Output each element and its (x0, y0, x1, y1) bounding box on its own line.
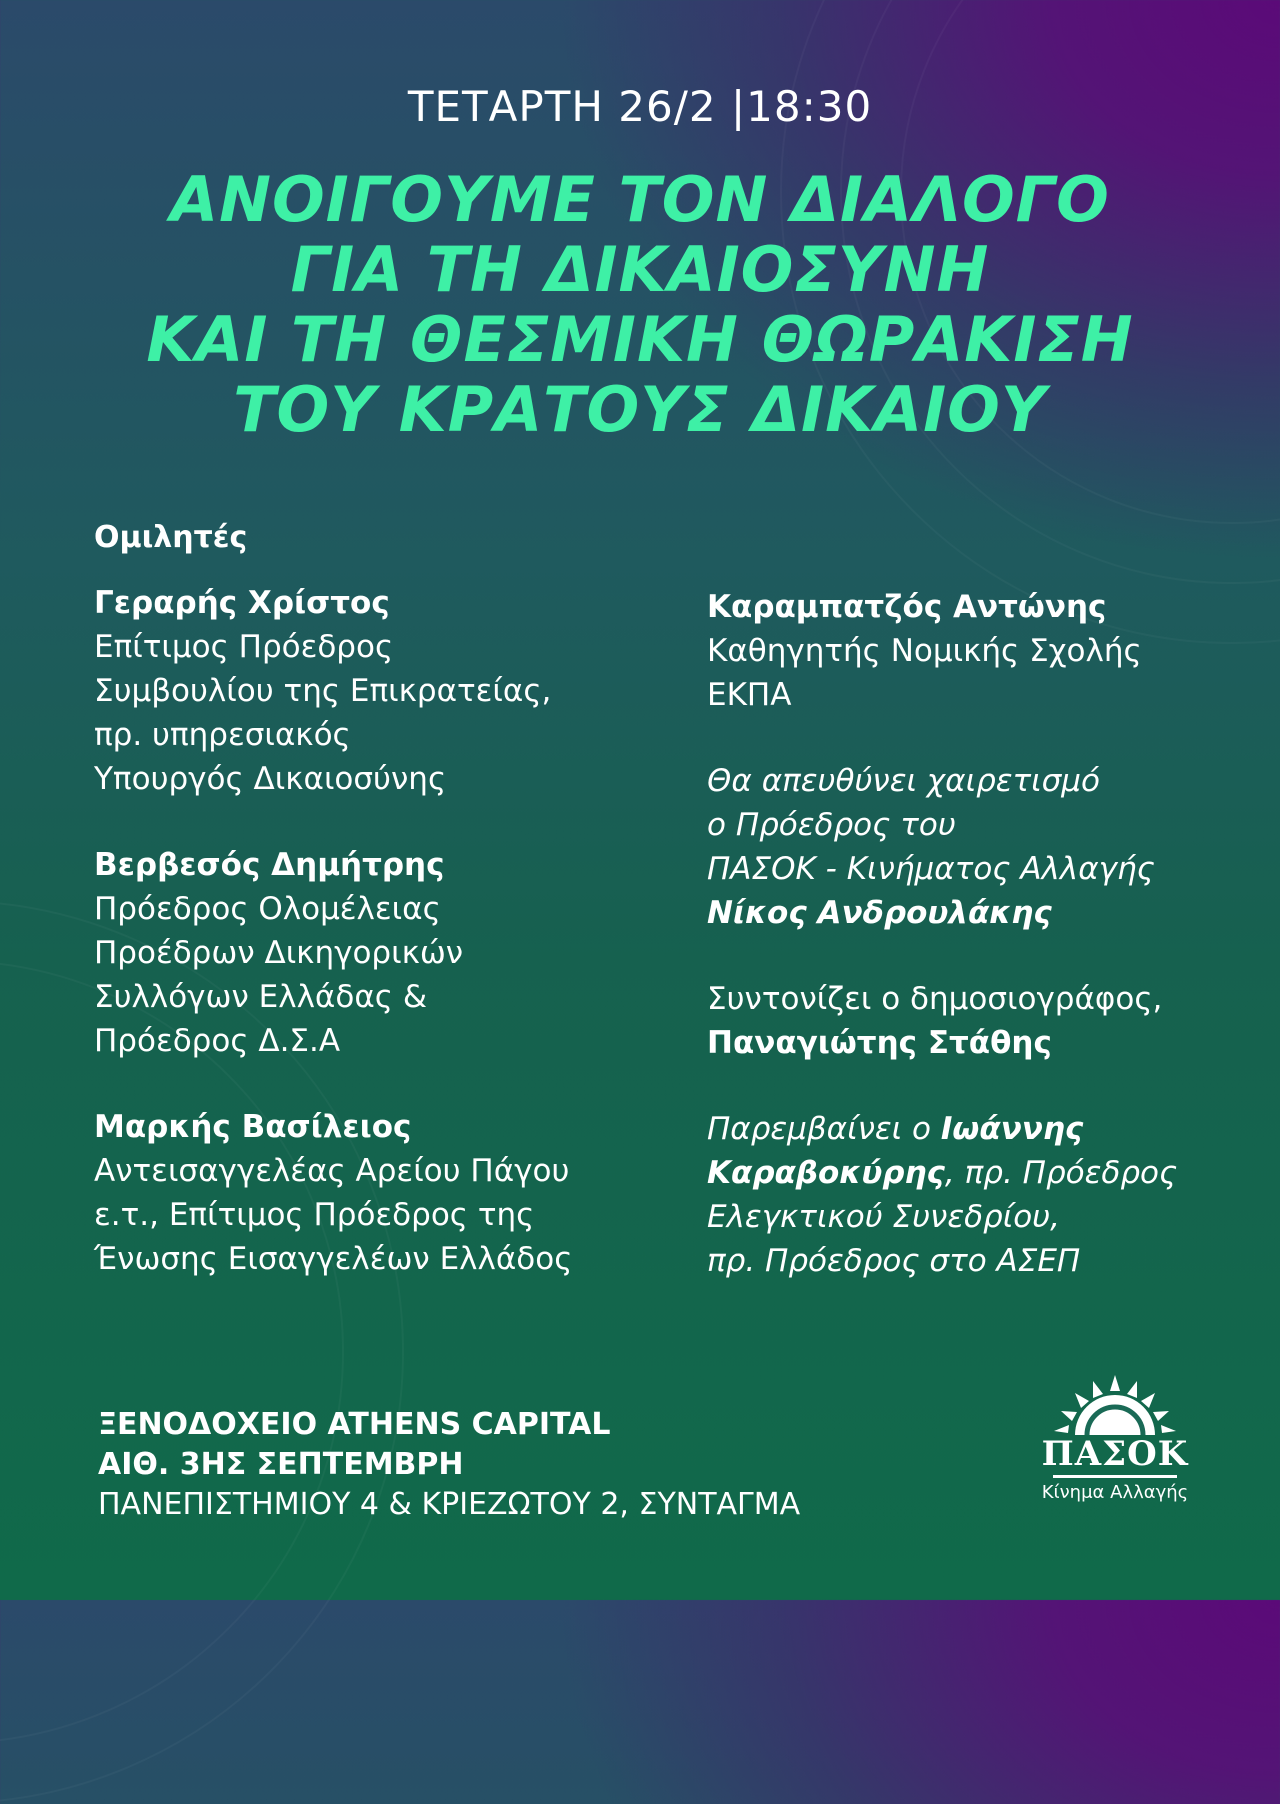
intervention-suffix: , πρ. Πρόεδρος (944, 1155, 1178, 1191)
speaker-name: Μαρκής Βασίλειος (94, 1109, 412, 1145)
speaker-role-line: Ένωσης Εισαγγελέων Ελλάδος (94, 1241, 573, 1277)
speaker-role-line: Επίτιμος Πρόεδρος (94, 629, 394, 665)
speaker-role-line: Συμβουλίου της Επικρατείας, (94, 673, 552, 709)
logo-name: ΠΑΣΟΚ (1041, 1434, 1189, 1474)
speaker-role-line: ΕΚΠΑ (707, 677, 792, 713)
speaker-name: Βερβεσός Δημήτρης (94, 847, 445, 883)
speaker-verveso (94, 843, 654, 1063)
logo-tagline: Κίνημα Αλλαγής (1041, 1482, 1189, 1503)
headline-line: ΚΑΙ ΤΗ ΘΕΣΜΙΚΗ ΘΩΡΑΚΙΣΗ (146, 303, 1134, 376)
speaker-role-line: Πρόεδρος Ολομέλειας (94, 891, 441, 927)
intervention-line (707, 1107, 1267, 1151)
speaker-role-line: ε.τ., Επίτιμος Πρόεδρος της (94, 1197, 535, 1233)
sun-icon (1053, 1373, 1177, 1435)
speaker-role-line: Πρόεδρος Δ.Σ.Α (94, 1023, 341, 1059)
greeting-line: Θα απευθύνει χαιρετισμό (707, 763, 1100, 799)
speaker-karampatzos (707, 585, 1267, 717)
greeting-block (707, 759, 1267, 935)
speaker-role-line: Προέδρων Δικηγορικών (94, 935, 464, 971)
venue-hotel: ΞΕΝΟΔΟΧΕΙΟ ATHENS CAPITAL (98, 1407, 611, 1442)
speaker-marki (94, 1105, 654, 1281)
intervention-line (707, 1151, 1267, 1195)
headline-line: ΑΝΟΙΓΟΥΜΕ ΤΟΝ ΔΙΑΛΟΓΟ (170, 163, 1110, 236)
speaker-role-line: Αντεισαγγελέας Αρείου Πάγου (94, 1153, 570, 1189)
speaker-role-line: Συλλόγων Ελλάδας & (94, 979, 427, 1015)
intervention-name-first: Ιωάννης (940, 1111, 1084, 1147)
speaker-name: Γεραρής Χρίστος (94, 585, 390, 621)
speaker-role-line: Υπουργός Δικαιοσύνης (94, 761, 447, 797)
venue-info (98, 1405, 800, 1525)
greeting-line: ο Πρόεδρος του (707, 807, 956, 843)
speaker-role-line: Καθηγητής Νομικής Σχολής (707, 633, 1142, 669)
event-headline (0, 165, 1280, 445)
intervention-line: Ελεγκτικού Συνεδρίου, (707, 1199, 1060, 1235)
pasok-logo (1040, 1373, 1190, 1504)
event-date-time: ΤΕΤΑΡΤΗ 26/2 |18:30 (407, 82, 873, 131)
headline-line: ΤΟΥ ΚΡΑΤΟΥΣ ΔΙΚΑΙΟΥ (233, 373, 1047, 446)
speaker-name: Καραμπατζός Αντώνης (707, 589, 1107, 625)
speakers-column-left (94, 520, 654, 1323)
speakers-column-right (707, 585, 1267, 1325)
venue-hall: ΑΙΘ. 3ΗΣ ΣΕΠΤΕΜΒΡΗ (98, 1447, 464, 1482)
venue-address: ΠΑΝΕΠΙΣΤΗΜΙΟΥ 4 & ΚΡΙΕΖΩΤΟΥ 2, ΣΥΝΤΑΓΜΑ (98, 1487, 801, 1522)
moderator-block (707, 977, 1267, 1065)
intervention-line: πρ. Πρόεδρος στο ΑΣΕΠ (707, 1243, 1081, 1279)
greeting-speaker-name: Νίκος Ανδρουλάκης (707, 895, 1052, 931)
intervention-prefix: Παρεμβαίνει ο (707, 1111, 941, 1147)
greeting-line: ΠΑΣΟΚ - Κινήματος Αλλαγής (707, 851, 1155, 887)
speaker-gerari (94, 581, 654, 801)
moderator-name: Παναγιώτης Στάθης (707, 1025, 1052, 1061)
speaker-role-line: πρ. υπηρεσιακός (94, 717, 351, 753)
intervention-block (707, 1107, 1267, 1283)
speakers-label: Ομιλητές (94, 520, 248, 555)
moderator-line: Συντονίζει ο δημοσιογράφος, (707, 981, 1163, 1017)
logo-divider (1053, 1475, 1177, 1478)
intervention-name-last: Καραβοκύρης (707, 1155, 945, 1191)
headline-line: ΓΙΑ ΤΗ ΔΙΚΑΙΟΣΥΝΗ (290, 233, 990, 306)
